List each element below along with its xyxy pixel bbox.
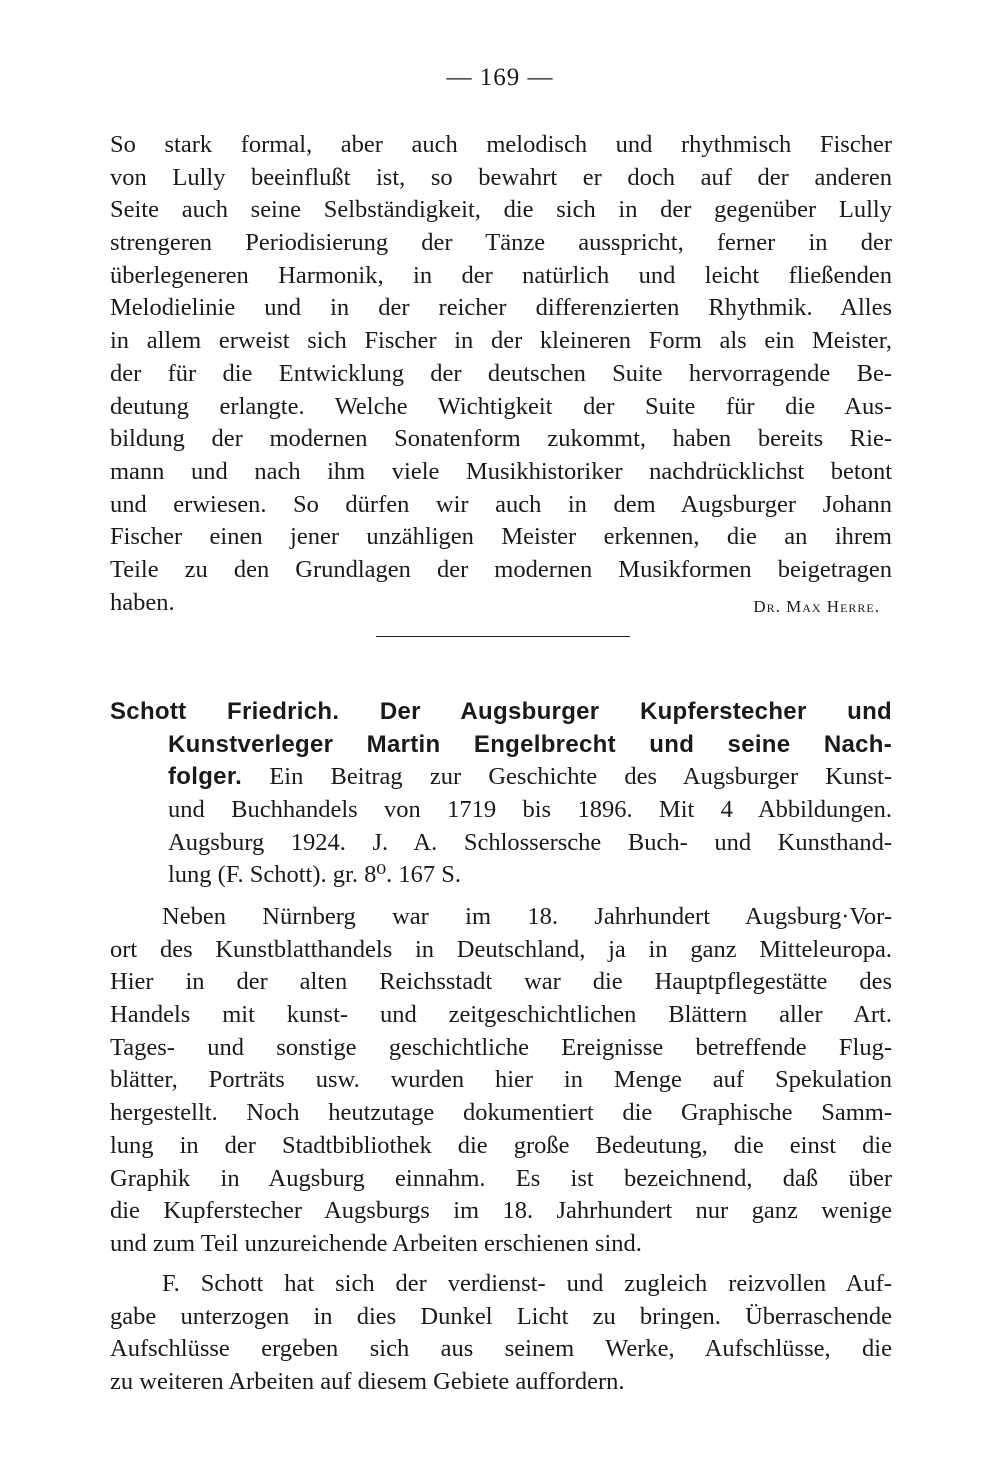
paragraph-review-schott — [110, 901, 892, 1261]
text-line: ort des Kunstblatthandels in Deutschland, ja in ganz Mitteleuropa. — [110, 935, 892, 963]
text-line: deutung erlangte. Welche Wichtigkeit der Suite für die Aus- — [110, 392, 892, 420]
entry-description-line: und Buchhandels von 1719 bis 1896. Mit 4 Abbildungen. — [168, 796, 892, 824]
paragraph-closing-row — [110, 587, 880, 621]
entry-heading-line: Kunstverleger Martin Engelbrecht und seine Nach- — [168, 730, 892, 758]
text-line: Seite auch seine Selbständigkeit, die sich in der gegenüber Lully — [110, 196, 892, 224]
text-line: gabe unterzogen in dies Dunkel Licht zu bringen. Überraschende — [110, 1302, 892, 1330]
entry-heading-line: Schott Friedrich. Der Augsburger Kupferstecher und — [110, 698, 892, 725]
text-line: der für die Entwicklung der deutschen Suite hervorragende Be- — [110, 359, 892, 387]
text-line: strengeren Periodisierung der Tänze ausspricht, ferner in der — [110, 229, 892, 257]
text-line: mann und nach ihm viele Musikhistoriker nachdrücklichst betont — [110, 457, 892, 485]
text-line: und erwiesen. So dürfen wir auch in dem Augsburger Johann — [110, 490, 892, 518]
text-line: die Kupferstecher Augsburgs im 18. Jahrhundert nur ganz wenige — [110, 1197, 892, 1225]
text-line: Hier in der alten Reichsstadt war die Hauptpflegestätte des — [110, 968, 892, 996]
section-divider — [376, 636, 630, 637]
text-line: lung in der Stadtbibliothek die große Bedeutung, die einst die — [110, 1131, 892, 1159]
page-number: — 169 — — [446, 64, 554, 91]
paragraph-review-fischer — [110, 129, 892, 587]
text-line: Handels mit kunst- und zeitgeschichtlichen Blättern aller Art. — [110, 1001, 892, 1029]
text-line: So stark formal, aber auch melodisch und rhythmisch Fischer — [110, 131, 892, 158]
text-line: F. Schott hat sich der verdienst- und zugleich reizvollen Auf- — [162, 1270, 892, 1297]
text-line: Fischer einen jener unzähligen Meister erkennen, die an ihrem — [110, 523, 892, 551]
text-line: zu weiteren Arbeiten auf diesem Gebiete auffordern. — [110, 1368, 625, 1396]
text-line: in allem erweist sich Fischer in der kleineren Form als ein Meister, — [110, 327, 892, 355]
text-line: Melodielinie und in der reicher differenzierten Rhythmik. Alles — [110, 294, 892, 322]
text-line: und zum Teil unzureichende Arbeiten erschienen sind. — [110, 1229, 642, 1257]
text-line: hergestellt. Noch heutzutage dokumentiert die Graphische Samm- — [110, 1099, 892, 1127]
text-line: Aufschlüsse ergeben sich aus seinem Werke, Aufschlüsse, die — [110, 1335, 892, 1363]
text-line: Teile zu den Grundlagen der modernen Musikformen beigetragen — [110, 555, 892, 583]
text-line: Tages- und sonstige geschichtliche Ereignisse betreffende Flug- — [110, 1033, 892, 1061]
text-line: von Lully beeinflußt ist, so bewahrt er doch auf der anderen — [110, 163, 892, 191]
text-line: blätter, Porträts usw. wurden hier in Menge auf Spekulation — [110, 1066, 892, 1094]
text-line: haben. — [110, 589, 175, 616]
text-line: bildung der modernen Sonatenform zukommt, haben bereits Rie- — [110, 425, 892, 453]
bibliographic-entry — [110, 696, 892, 892]
text-line: überlegeneren Harmonik, in der natürlich und leicht fließenden — [110, 261, 892, 289]
entry-description-line: lung (F. Schott). gr. 8⁰. 167 S. — [168, 861, 462, 889]
entry-description-line: Augsburg 1924. J. A. Schlossersche Buch- und Kunsthand- — [168, 828, 892, 856]
text-line: Neben Nürnberg war im 18. Jahrhundert Augsburg·Vor- — [162, 903, 892, 930]
paragraph-review-schott-conclusion — [110, 1268, 892, 1399]
entry-heading-bold: folger. — [168, 763, 243, 791]
entry-description: Ein Beitrag zur Geschichte des Augsburger Kunst- — [242, 763, 892, 791]
text-line: Graphik in Augsburg einnahm. Es ist bezeichnend, daß über — [110, 1164, 892, 1192]
author-signature: Dr. Max Herre. — [753, 597, 880, 616]
entry-heading-line — [110, 761, 892, 794]
